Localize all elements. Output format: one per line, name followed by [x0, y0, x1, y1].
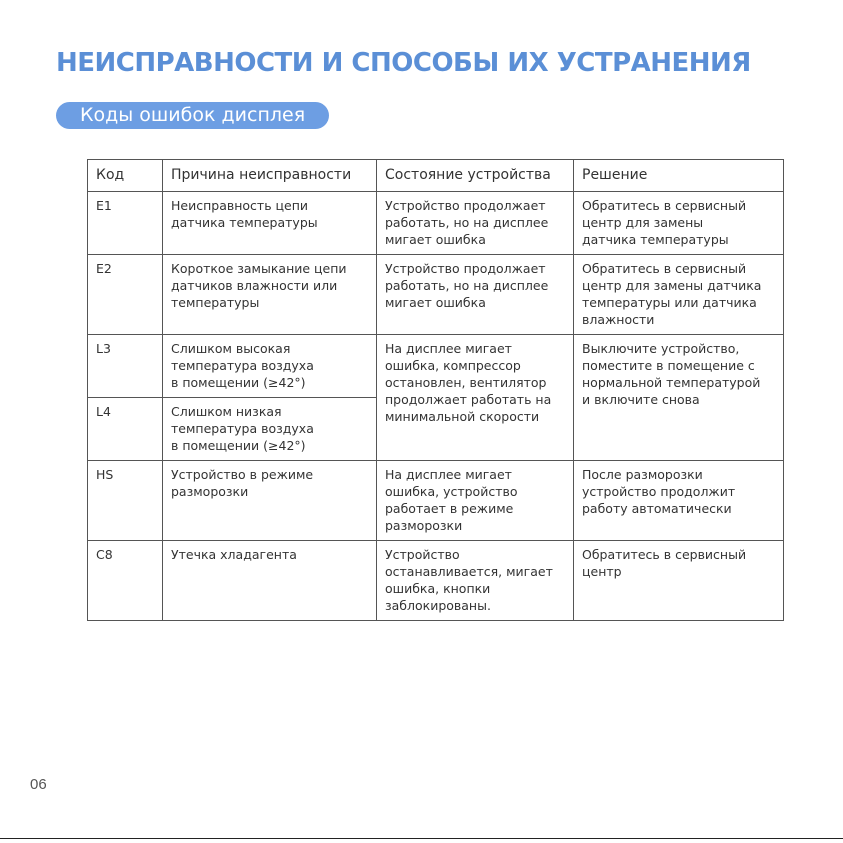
cell-solution: Обратитесь в сервисный центр для замены датчика температуры — [574, 192, 784, 255]
cell-cause: Слишком низкая температура воздуха в помещении (≥42°) — [163, 398, 377, 461]
cell-cause: Слишком высокая температура воздуха в помещении (≥42°) — [163, 335, 377, 398]
cell-state: Устройство продолжает работать, но на дисплее мигает ошибка — [377, 192, 574, 255]
cell-cause: Неисправность цепи датчика температуры — [163, 192, 377, 255]
cell-code: E2 — [88, 255, 163, 335]
cell-state-shared: На дисплее мигает ошибка, компрессор остановлен, вентилятор продолжает работать на минимальной скорости — [377, 335, 574, 461]
cell-solution: После разморозки устройство продолжит работу автоматически — [574, 461, 784, 541]
cell-cause: Короткое замыкание цепи датчиков влажности или температуры — [163, 255, 377, 335]
cell-code: L4 — [88, 398, 163, 461]
section-label: Коды ошибок дисплея — [56, 102, 329, 129]
error-codes-table — [87, 159, 784, 621]
cell-code: HS — [88, 461, 163, 541]
page-number: 06 — [30, 776, 47, 793]
cell-solution-shared: Выключите устройство, поместите в помещение с нормальной температурой и включите снова — [574, 335, 784, 461]
cell-state: Устройство продолжает работать, но на дисплее мигает ошибка — [377, 255, 574, 335]
cell-code: C8 — [88, 541, 163, 621]
page-title: НЕИСПРАВНОСТИ И СПОСОБЫ ИХ УСТРАНЕНИЯ — [56, 48, 751, 78]
cell-cause: Устройство в режиме разморозки — [163, 461, 377, 541]
header-cause: Причина неисправности — [163, 160, 377, 192]
cell-code: L3 — [88, 335, 163, 398]
table-row — [88, 255, 784, 335]
header-solution: Решение — [574, 160, 784, 192]
bottom-divider — [0, 838, 843, 839]
cell-code: E1 — [88, 192, 163, 255]
header-state: Состояние устройства — [377, 160, 574, 192]
cell-solution: Обратитесь в сервисный центр для замены датчика температуры или датчика влажности — [574, 255, 784, 335]
cell-cause: Утечка хладагента — [163, 541, 377, 621]
table-header-row — [88, 160, 784, 192]
header-code: Код — [88, 160, 163, 192]
cell-state: На дисплее мигает ошибка, устройство работает в режиме разморозки — [377, 461, 574, 541]
table-row — [88, 541, 784, 621]
cell-state: Устройство останавливается, мигает ошибка, кнопки заблокированы. — [377, 541, 574, 621]
table-row — [88, 461, 784, 541]
table-row — [88, 335, 784, 398]
cell-solution: Обратитесь в сервисный центр — [574, 541, 784, 621]
table-row — [88, 192, 784, 255]
